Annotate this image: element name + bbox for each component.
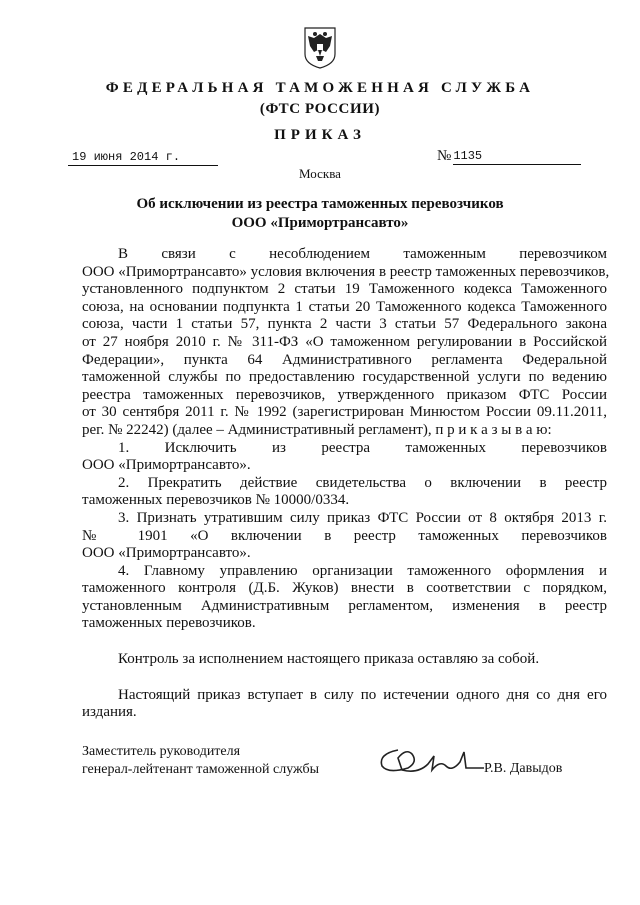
document-title: [0, 195, 640, 233]
organization-short-name: (ФТС РОССИИ): [259, 101, 381, 117]
paragraph: [82, 475, 607, 510]
order-number: [437, 148, 581, 165]
text-line: 3. Признать утратившим силу приказ ФТС России от 8 октября 2013 г.: [118, 509, 607, 526]
position-line: Заместитель руководителя: [82, 744, 241, 759]
text-line: рег. № 22242) (далее – Административный регламент), п р и к а з ы в а ю:: [82, 421, 552, 438]
paragraph: [82, 687, 607, 722]
text-line: Контроль за исполнением настоящего приказа оставляю за собой.: [118, 651, 540, 668]
text-line: ООО «Примортрансавто».: [82, 545, 251, 562]
position-line: генерал-лейтенант таможенной службы: [82, 762, 320, 777]
text-line: союза, на основании подпункта 1 статьи 20 Таможенного кодекса Таможенного: [82, 298, 607, 315]
text-line: 2. Прекратить действие свидетельства о включении в реестр: [118, 474, 607, 491]
text-line: 1. Исключить из реестра таможенных перевозчиков: [118, 439, 607, 456]
text-line: установленного подпунктом 2 статьи 19 Таможенного кодекса Таможенного: [82, 281, 607, 298]
text-line: Настоящий приказ вступает в силу по истечении одного дня со дня его: [118, 686, 607, 703]
text-line: В связи с несоблюдением таможенным перевозчиком: [118, 246, 607, 262]
text-line: установленным Административным регламентом, изменения в реестр: [82, 597, 607, 614]
number-label: №: [437, 148, 452, 164]
text-line: от 27 ноября 2010 г. № 311-ФЗ «О таможенном регулировании в Российской: [82, 333, 607, 350]
text-line: от 30 сентября 2011 г. № 1992 (зарегистрирован Минюстом России 09.11.2011,: [82, 404, 607, 421]
text-line: 4. Главному управлению организации таможенного оформления и: [118, 562, 607, 579]
title-line: Об исключении из реестра таможенных перевозчиков: [136, 196, 504, 212]
order-date-text: 19 июня 2014 г.: [72, 150, 181, 164]
organization-name: ФЕДЕРАЛЬНАЯ ТАМОЖЕННАЯ СЛУЖБА: [105, 80, 535, 96]
paragraph: [82, 651, 607, 669]
signatory-name: Р.В. Давыдов: [484, 761, 563, 776]
text-line: ООО «Примортрансавто».: [82, 457, 251, 474]
handwritten-signature: [368, 740, 486, 780]
paragraph-gap: [82, 669, 607, 687]
text-line: таможенных перевозчиков № 10000/0334.: [82, 492, 350, 509]
text-line: реестра таможенных перевозчиков, утвержденного приказом ФТС России: [82, 386, 607, 403]
text-line: таможенной службы по предоставлению государственной услуги по ведению: [82, 369, 607, 386]
paragraph: [82, 510, 607, 563]
title-line: ООО «Примортрансавто»: [231, 215, 409, 231]
paragraph-gap: [82, 633, 607, 651]
text-line: таможенных перевозчиков.: [82, 615, 256, 632]
city: Москва: [299, 166, 341, 181]
text-line: ООО «Примортрансавто» условия включения в реестр таможенных перевозчиков,: [82, 263, 610, 280]
paragraph: [82, 246, 610, 440]
paragraph: [82, 440, 607, 475]
coat-of-arms-icon: [302, 26, 338, 70]
signatory-position: [82, 743, 319, 779]
text-line: таможенного контроля (Д.Б. Жуков) внести в соответствии с порядком,: [82, 580, 607, 597]
order-date: [68, 150, 218, 166]
text-line: Федерации», пункта 64 Административного регламента Федеральной: [82, 351, 607, 368]
text-line: издания.: [82, 704, 137, 721]
text-line: № 1901 «О включении в реестр таможенных перевозчиков: [82, 527, 607, 544]
document-body: [82, 246, 610, 722]
paragraph: [82, 563, 607, 633]
order-number-value: 1135: [453, 149, 581, 165]
text-line: союза, части 1 статьи 57, пункта 2 части 3 статьи 57 Федерального закона: [82, 316, 607, 333]
document-type: ПРИКАЗ: [274, 127, 366, 143]
